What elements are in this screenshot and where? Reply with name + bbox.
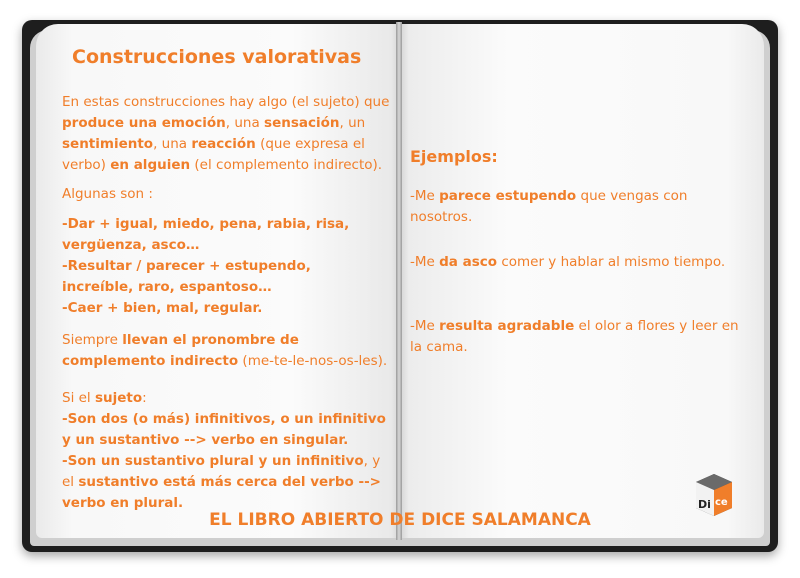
intro-paragraph: En estas construcciones hay algo (el sujeto) que produce una emoción, una sensación, un sentimiento, una reacción (que expresa el verbo) en alguien (el complemento indirecto). (62, 94, 390, 173)
verb-item: -Caer + bien, mal, regular. (62, 300, 263, 316)
page-title: Construcciones valorativas (72, 46, 362, 68)
verb-list (62, 214, 384, 319)
right-page (398, 24, 764, 538)
siempre-paragraph: Siempre llevan el pronombre de complemento indirecto (me-te-le-nos-os-les). (62, 332, 388, 369)
svg-text:ce: ce (715, 497, 728, 508)
footer-banner: EL LIBRO ABIERTO DE DICE SALAMANCA (209, 510, 591, 530)
verb-item: -Dar + igual, miedo, pena, rabia, risa, vergüenza, asco… (62, 216, 350, 253)
sujeto-rule-1: -Son dos (o más) infinitivos, o un infinitivo y un sustantivo --> verbo en singular. (62, 411, 386, 448)
verb-item: -Resultar / parecer + estupendo, increíble, raro, espantoso… (62, 258, 311, 295)
example-1: -Me parece estupendo que vengas con nosotros. (410, 188, 688, 225)
svg-text:Di: Di (698, 498, 711, 511)
sujeto-paragraph (62, 388, 392, 514)
ejemplos-title: Ejemplos: (410, 147, 498, 166)
dice-logo (694, 472, 734, 518)
sujeto-rule-2: -Son un sustantivo plural y un infinitivo, y el sustantivo está más cerca del verbo --> verbo en plural. (62, 453, 381, 511)
algunas-label: Algunas son : (62, 186, 153, 202)
example-3: -Me resulta agradable el olor a flores y leer en la cama. (410, 318, 739, 355)
book-gutter (396, 22, 402, 540)
example-2: -Me da asco comer y hablar al mismo tiempo. (410, 254, 726, 270)
sujeto-heading: Si el sujeto: (62, 390, 147, 406)
